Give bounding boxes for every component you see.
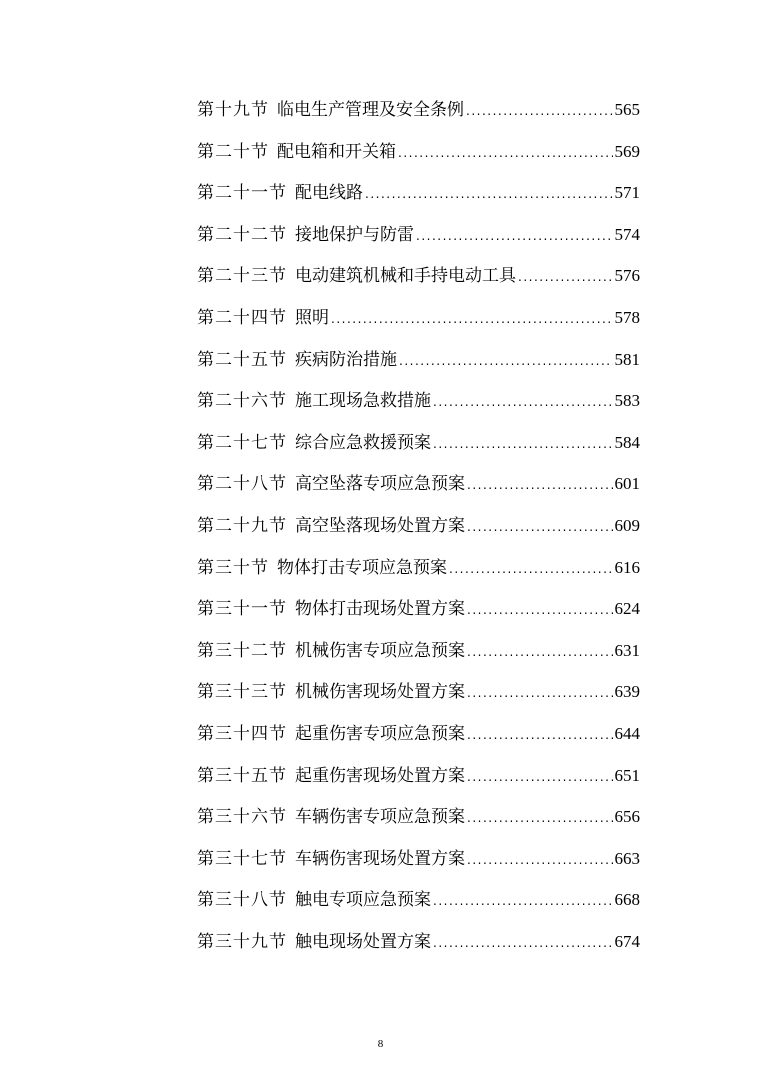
toc-page-number: 631 xyxy=(614,640,640,660)
toc-entry-title: 高空坠落现场处置方案 xyxy=(295,515,465,536)
toc-entry xyxy=(197,512,640,554)
toc-entry-title: 高空坠落专项应急预案 xyxy=(295,474,465,495)
toc-entry xyxy=(197,262,640,304)
toc-entry-title: 疾病防治措施 xyxy=(295,349,397,370)
toc-dot-leader xyxy=(467,513,613,541)
toc-dot-leader xyxy=(467,679,613,707)
toc-section-number: 第三十四节 xyxy=(197,723,287,744)
toc-dot-leader xyxy=(467,846,613,874)
toc-dot-leader xyxy=(467,804,613,832)
toc-section-number: 第十九节 xyxy=(197,100,269,120)
toc-entry-title: 综合应急救援预案 xyxy=(295,432,431,453)
toc-entry xyxy=(197,637,640,679)
toc-page-number: 644 xyxy=(614,723,640,743)
toc-section-number: 第三十三节 xyxy=(197,682,287,703)
toc-entry-title: 配电箱和开关箱 xyxy=(277,141,396,162)
toc-page-number: 656 xyxy=(614,807,640,827)
toc-entry xyxy=(197,221,640,263)
toc-entry xyxy=(197,720,640,762)
toc-page-number: 574 xyxy=(614,224,640,244)
toc-page-number: 651 xyxy=(614,765,640,785)
toc-entry-title: 起重伤害现场处置方案 xyxy=(295,765,465,786)
toc-section-number: 第三十一节 xyxy=(197,599,287,620)
toc-entry xyxy=(197,595,640,637)
toc-section-number: 第三十六节 xyxy=(197,807,287,828)
toc-page-number: 576 xyxy=(614,266,640,286)
toc-entry-title: 触电现场处置方案 xyxy=(295,931,431,952)
toc-dot-leader xyxy=(467,596,613,624)
toc-entry xyxy=(197,387,640,429)
toc-entry xyxy=(197,346,640,388)
toc-section-number: 第二十四节 xyxy=(197,307,287,328)
toc-entry-title: 触电专项应急预案 xyxy=(295,890,431,911)
toc-section-number: 第二十八节 xyxy=(197,474,287,495)
toc-section-number: 第三十七节 xyxy=(197,848,287,869)
toc-dot-leader xyxy=(433,887,613,915)
toc-section-number: 第二十二节 xyxy=(197,224,287,245)
toc-section-number: 第二十一节 xyxy=(197,183,287,204)
toc-page-number: 565 xyxy=(614,100,640,119)
toc-entry xyxy=(197,928,640,970)
toc-page-number: 601 xyxy=(614,474,640,494)
toc-page-number: 616 xyxy=(614,557,640,577)
toc-entry xyxy=(197,803,640,845)
toc-page-number: 584 xyxy=(614,432,640,452)
toc-page-number: 663 xyxy=(614,848,640,868)
toc-entry-title: 车辆伤害现场处置方案 xyxy=(295,848,465,869)
toc-section-number: 第二十九节 xyxy=(197,515,287,536)
toc-page-number: 624 xyxy=(614,599,640,619)
toc-dot-leader xyxy=(399,347,613,375)
toc-dot-leader xyxy=(467,471,613,499)
toc-dot-leader xyxy=(433,388,613,416)
toc-dot-leader xyxy=(449,555,613,583)
toc-page-number: 668 xyxy=(614,890,640,910)
toc-entry xyxy=(197,554,640,596)
toc-page-number: 674 xyxy=(614,931,640,951)
footer-page-number: 8 xyxy=(377,1038,384,1050)
toc-page-number: 639 xyxy=(614,682,640,702)
toc-page-number: 569 xyxy=(614,141,640,161)
toc-entry-title: 照明 xyxy=(295,307,329,328)
toc-entry xyxy=(197,304,640,346)
toc-entry-title: 物体打击专项应急预案 xyxy=(277,557,447,578)
toc-section-number: 第三十二节 xyxy=(197,640,287,661)
toc-dot-leader xyxy=(466,97,613,125)
toc-entry xyxy=(197,845,640,887)
toc-entry xyxy=(197,678,640,720)
toc-section-number: 第三十九节 xyxy=(197,931,287,952)
toc-entry xyxy=(197,96,640,138)
toc-entry-title: 机械伤害专项应急预案 xyxy=(295,640,465,661)
toc-page-number: 578 xyxy=(614,307,640,327)
table-of-contents xyxy=(197,96,640,969)
toc-dot-leader xyxy=(398,139,613,167)
toc-dot-leader xyxy=(416,222,613,250)
toc-page-number: 581 xyxy=(614,349,640,369)
toc-section-number: 第三十节 xyxy=(197,557,269,578)
toc-section-number: 第三十八节 xyxy=(197,890,287,911)
toc-section-number: 第二十五节 xyxy=(197,349,287,370)
toc-dot-leader xyxy=(331,305,613,333)
toc-section-number: 第三十五节 xyxy=(197,765,287,786)
toc-entry-title: 电动建筑机械和手持电动工具 xyxy=(295,266,516,287)
toc-dot-leader xyxy=(433,929,613,957)
toc-entry-title: 接地保护与防雷 xyxy=(295,224,414,245)
toc-dot-leader xyxy=(433,430,613,458)
toc-entry-title: 车辆伤害专项应急预案 xyxy=(295,807,465,828)
toc-entry xyxy=(197,470,640,512)
toc-entry-title: 施工现场急救措施 xyxy=(295,391,431,412)
toc-entry xyxy=(197,886,640,928)
toc-dot-leader xyxy=(365,180,613,208)
toc-section-number: 第二十七节 xyxy=(197,432,287,453)
toc-entry-title: 临电生产管理及安全条例 xyxy=(277,100,464,120)
toc-entry-title: 起重伤害专项应急预案 xyxy=(295,723,465,744)
toc-dot-leader xyxy=(467,638,613,666)
toc-page-number: 571 xyxy=(614,183,640,203)
toc-entry-title: 配电线路 xyxy=(295,183,363,204)
toc-entry xyxy=(197,762,640,804)
toc-entry-title: 机械伤害现场处置方案 xyxy=(295,682,465,703)
toc-section-number: 第二十六节 xyxy=(197,391,287,412)
toc-page-number: 609 xyxy=(614,515,640,535)
toc-section-number: 第二十三节 xyxy=(197,266,287,287)
toc-dot-leader xyxy=(467,721,613,749)
toc-dot-leader xyxy=(518,263,613,291)
toc-page-number: 583 xyxy=(614,391,640,411)
toc-dot-leader xyxy=(467,763,613,791)
toc-entry xyxy=(197,179,640,221)
toc-entry xyxy=(197,138,640,180)
toc-section-number: 第二十节 xyxy=(197,141,269,162)
toc-entry-title: 物体打击现场处置方案 xyxy=(295,599,465,620)
toc-entry xyxy=(197,429,640,471)
